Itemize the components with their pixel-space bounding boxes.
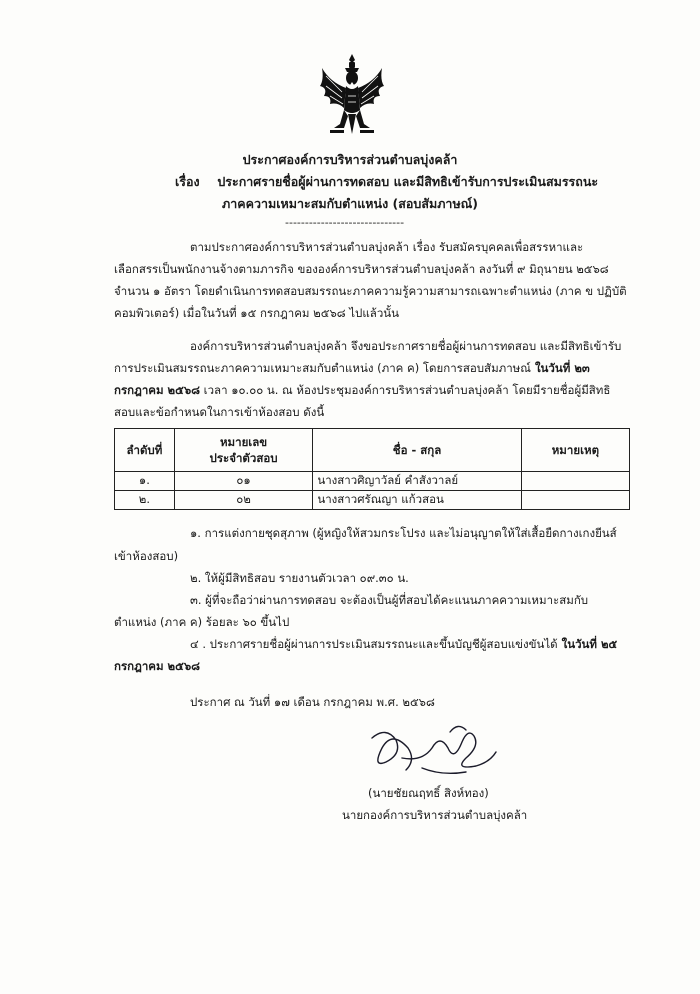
para1-line-2: เลือกสรรเป็นพนักงานจ้างตามภารกิจ ขององค์การบริหารส่วนตำบลบุ่งคล้า ลงวันที่ ๙ มิถุนายน ๒๕๖๘: [114, 262, 609, 276]
signer-name: (นายชัยณฤทธิ์ สิงห์ทอง): [368, 786, 489, 800]
subject-line-2: ภาคความเหมาะสมกับตำแหน่ง (สอบสัมภาษณ์): [221, 196, 478, 211]
para2-line-2-text: การประเมินสมรรถนะภาคความเหมาะสมกับตำแหน่ง (ภาค ค) โดยการสอบสัมภาษณ์: [114, 361, 531, 375]
para2-line-3-text: เวลา ๑๐.๐๐ น. ณ ห้องประชุมองค์การบริหารส่วนตำบลบุ่งคล้า โดยมีรายชื่อผู้มีสิทธิ: [200, 383, 611, 397]
signer-title: นายกองค์การบริหารส่วนตำบลบุ่งคล้า: [342, 808, 528, 822]
rule-1-line-2: เข้าห้องสอบ): [114, 549, 179, 563]
subject-label: เรื่อง: [175, 174, 200, 189]
table-row: [115, 491, 630, 510]
row-remark: [521, 491, 629, 510]
para1-line-4: คอมพิวเตอร์) เมื่อในวันที่ ๑๕ กรกฎาคม ๒๕๖๘ ไปแล้วนั้น: [114, 306, 399, 320]
garuda-emblem: [318, 52, 386, 136]
announcement-date: ประกาศ ณ วันที่ ๑๗ เดือน กรกฎาคม พ.ศ. ๒๕๖๘: [190, 695, 435, 709]
result-date-end: กรกฎาคม ๒๕๖๘: [114, 659, 201, 673]
row-order: ๒.: [115, 491, 175, 510]
para2-line-4: สอบและข้อกำหนดในการเข้าห้องสอบ ดังนี้: [114, 405, 325, 419]
interview-date-start: ในวันที่ ๒๓: [530, 361, 590, 375]
row-exam-id: ๐๒: [174, 491, 313, 510]
announcement-title: ประกาศองค์การบริหารส่วนตำบลบุ่งคล้า: [242, 152, 458, 167]
rule-2: ๒. ให้ผู้มีสิทธิสอบ รายงานตัวเวลา ๐๙.๓๐ น.: [190, 571, 409, 585]
result-date-start: ในวันที่ ๒๕: [557, 637, 618, 651]
col-order: ลำดับที่: [115, 429, 175, 472]
rule-1-line-1: ๑. การแต่งกายชุดสุภาพ (ผู้หญิงให้สวมกระโปรง และไม่อนุญาตให้ใส่เสื้อยืดกางเกงยีนส์: [190, 526, 617, 540]
row-remark: [521, 472, 629, 491]
table-header-row: [115, 429, 630, 472]
col-exam-id-line-2: ประจำตัวสอบ: [209, 451, 278, 465]
row-order: ๑.: [115, 472, 175, 491]
signature: [362, 718, 502, 782]
col-full-name: ชื่อ - สกุล: [313, 429, 521, 472]
rule-3-line-1: ๓. ผู้ที่จะถือว่าผ่านการทดสอบ จะต้องเป็นผู้ที่สอบได้คะแนนภาคความเหมาะสมกับ: [190, 593, 589, 607]
rule-4-line-1: [190, 636, 617, 652]
row-full-name: นางสาวศิญาวัลย์ คำสังวาลย์: [313, 472, 521, 491]
row-exam-id: ๐๑: [174, 472, 313, 491]
para1-line-1: ตามประกาศองค์การบริหารส่วนตำบลบุ่งคล้า เรื่อง รับสมัครบุคคลเพื่อสรรหาและ: [190, 240, 584, 254]
para1-line-3: จำนวน ๑ อัตรา โดยดำเนินการทดสอบสมรรถนะภาคความรู้ความสามารถเฉพาะตำแหน่ง (ภาค ข ปฏิบัติ: [114, 284, 627, 298]
announcement-subject: [175, 172, 598, 192]
rule-4-text: ๔ . ประกาศรายชื่อผู้ผ่านการประเมินสมรรถนะและขึ้นบัญชีผู้สอบแข่งขันได้: [190, 637, 558, 651]
row-full-name: นางสาวศรัณญา แก้วสอน: [313, 491, 521, 510]
table-row: [115, 472, 630, 491]
para2-line-2: [114, 360, 590, 376]
interview-date-end: กรกฎาคม ๒๕๖๘: [114, 383, 201, 397]
rule-3-line-2: ตำแหน่ง (ภาค ค) ร้อยละ ๖๐ ขึ้นไป: [114, 615, 290, 629]
col-exam-id: [174, 429, 313, 472]
applicants-table: [114, 428, 630, 510]
subject-text: ประกาศรายชื่อผู้ผ่านการทดสอบ และมีสิทธิเข้ารับการประเมินสมรรถนะ: [217, 174, 599, 189]
header-divider: ------------------------------: [285, 216, 405, 229]
para2-line-1: องค์การบริหารส่วนตำบลบุ่งคล้า จึงขอประกาศรายชื่อผู้ผ่านการทดสอบ และมีสิทธิเข้ารับ: [190, 339, 622, 353]
col-remark: หมายเหตุ: [521, 429, 629, 472]
col-exam-id-line-1: หมายเลข: [219, 435, 268, 449]
para2-line-3: [114, 382, 610, 398]
